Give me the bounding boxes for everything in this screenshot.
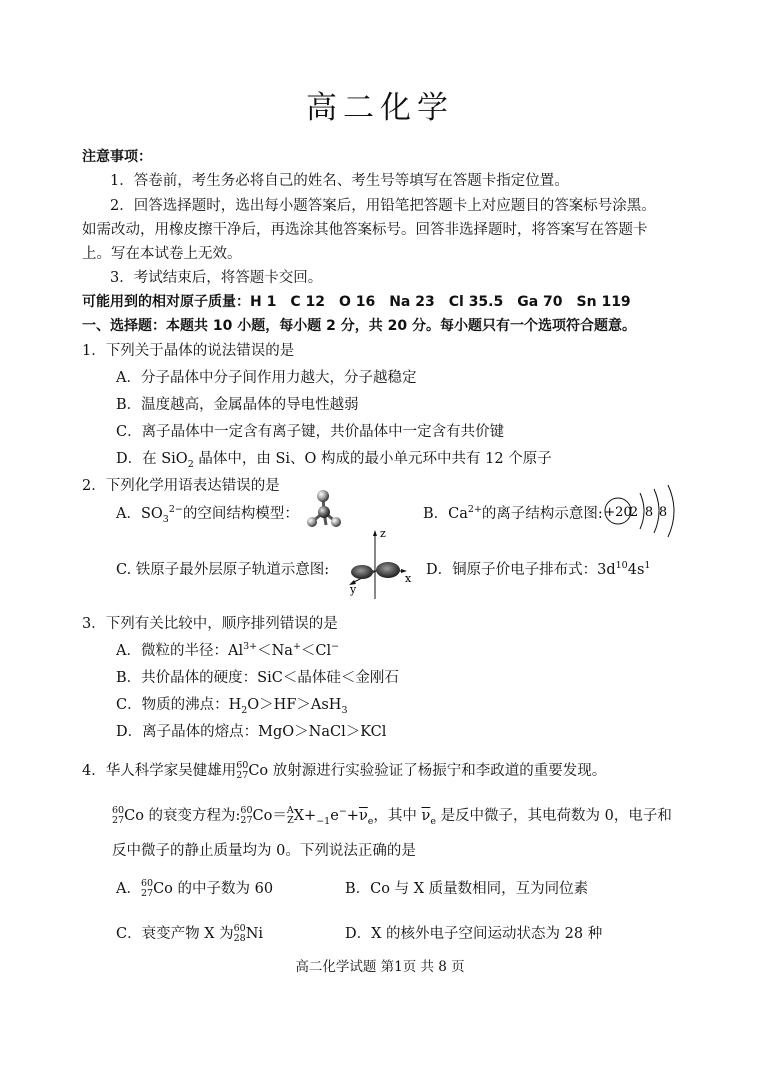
q4-option-b: B．Co 与 X 质量数相同，互为同位素 bbox=[345, 881, 589, 897]
notice-heading: 注意事项： bbox=[82, 149, 152, 165]
section-heading: 一、选择题：本题共 10 小题，每小题 2 分，共 20 分。每小题只有一个选项符合题意。 bbox=[82, 318, 636, 334]
q3-option-d: D．离子晶体的熔点：MgO＞NaCl＞KCl bbox=[116, 724, 387, 740]
ca-shell-3: 8 bbox=[658, 505, 668, 520]
q3-option-b: B．共价晶体的硬度：SiC＜晶体硅＜金刚石 bbox=[116, 670, 399, 686]
q4-option-a: A． 60 27 Co 的中子数为 60 bbox=[116, 878, 274, 899]
page-title: 高二化学 bbox=[306, 90, 454, 126]
q1-option-c: C．离子晶体中一定含有离子键，共价晶体中一定含有共价键 bbox=[116, 424, 505, 440]
q2-option-b: B．$Ca^{2+}$的离子结构示意图: bbox=[423, 504, 603, 522]
notice-line-2c: 上。写在本试卷上无效。 bbox=[82, 246, 242, 262]
notice-line-2b: 如需改动，用橡皮擦干净后，再选涂其他答案标号。回答非选择题时，将答案写在答题卡 bbox=[82, 222, 648, 238]
notice-line-2a: 2．回答选择题时，选出每小题答案后，用铅笔把答题卡上对应题目的答案标号涂黑。 bbox=[110, 198, 656, 214]
page-footer: 高二化学试题 第1页 共 8 页 bbox=[295, 959, 465, 975]
q3-stem: 3．下列有关比较中，顺序排列错误的是 bbox=[82, 616, 338, 632]
q2-option-d: D．铜原子价电子排布式：$3d^{10}4s^1$ bbox=[426, 560, 651, 578]
q3-option-c: C．物质的沸点：$H_2O>HF>AsH_3$ bbox=[116, 697, 348, 716]
axis-label-x: x bbox=[405, 572, 412, 585]
q4-option-c: C．衰变产物 X 为 60 28 Ni bbox=[116, 923, 264, 944]
q4-line-3: 反中微子的静止质量均为 0。下列说法正确的是 bbox=[112, 843, 416, 859]
so3-molecule-model bbox=[302, 488, 346, 532]
ca-shell-2: 8 bbox=[644, 505, 654, 520]
iron-orbital-diagram bbox=[340, 527, 420, 601]
q1-option-b: B．温度越高，金属晶体的导电性越弱 bbox=[116, 397, 359, 413]
atomic-masses: 可能用到的相对原子质量：H 1 C 12 O 16 Na 23 Cl 35.5 Ga 70 Sn 119 bbox=[82, 294, 631, 310]
q1-option-d: D．在 SiO$_2$ 晶体中，由 Si、O 构成的最小单元环中共有 12 个原子 bbox=[116, 451, 552, 470]
q4-stem: 4．华人科学家吴健雄用 60 27 Co 放射源进行实验验证了杨振宁和李政道的重要发现。 bbox=[82, 760, 607, 781]
notice-line-1: 1．答卷前，考生务必将自己的姓名、考生号等填写在答题卡指定位置。 bbox=[110, 173, 569, 189]
q1-stem: 1．下列关于晶体的说法错误的是 bbox=[82, 343, 295, 359]
q4-option-d: D．X 的核外电子空间运动状态为 28 种 bbox=[345, 926, 603, 942]
q2-stem: 2．下列化学用语表达错误的是 bbox=[82, 478, 280, 494]
axis-label-z: z bbox=[380, 527, 386, 540]
q2-option-a: A．$SO_3^{2-}$的空间结构模型： bbox=[116, 504, 299, 525]
q2-option-c: C. 铁原子最外层原子轨道示意图: bbox=[116, 562, 330, 578]
notice-line-3: 3．考试结束后，将答题卡交回。 bbox=[110, 270, 323, 286]
q4-decay-equation: 60 27 Co 的衰变方程为: 60 27 Co＝ A Z $X+_{-1}e^-+\overline{\nu}_e$，其中 $\overline{\nu}_e$ 是反中微子，其电荷数为 0，电子和 bbox=[112, 805, 672, 827]
q1-option-a: A．分子晶体中分子间作用力越大，分子越稳定 bbox=[116, 370, 417, 386]
axis-label-y: y bbox=[350, 583, 357, 596]
q3-option-a: A．微粒的半径：$Al^{3+}<Na^+<Cl^-$ bbox=[116, 641, 340, 659]
ca-shell-1: 2 bbox=[629, 505, 639, 520]
ca-ion-structure-diagram bbox=[602, 483, 692, 539]
ca-nucleus-charge: +20 bbox=[604, 505, 632, 520]
